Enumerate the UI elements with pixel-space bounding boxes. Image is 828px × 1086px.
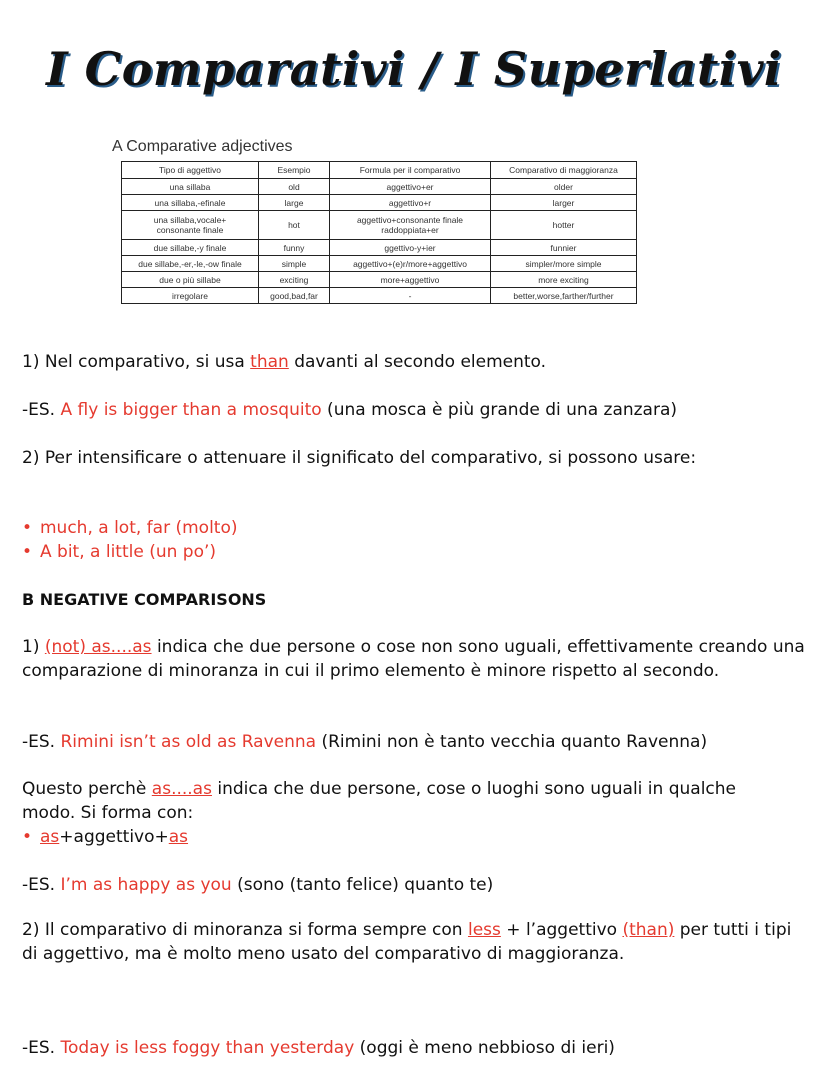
table-cell: hotter — [491, 211, 637, 240]
table-cell: good,bad,far — [259, 288, 330, 304]
table-cell: - — [330, 288, 491, 304]
paragraph-not-as-as — [22, 635, 812, 683]
keyword-as-as: as....as — [151, 779, 212, 799]
table-cell: aggettivo+r — [330, 195, 491, 211]
table-cell: more+aggettivo — [330, 272, 491, 288]
example-italian: (Rimini non è tanto vecchia quanto Ravenna) — [316, 732, 708, 752]
text: 1) Nel comparativo, si usa — [22, 352, 251, 372]
comparative-table-section — [112, 138, 640, 304]
table-cell: aggettivo+consonante finale raddoppiata+er — [330, 211, 491, 240]
table-cell: funnier — [491, 240, 637, 256]
text: + l’aggettivo — [500, 920, 623, 940]
table-cell: una sillaba,vocale+ consonante finale — [122, 211, 259, 240]
table-row — [122, 211, 637, 240]
table-cell: larger — [491, 195, 637, 211]
column-header: Tipo di aggettivo — [122, 162, 259, 179]
bullet-list-intensifiers — [22, 516, 238, 564]
keyword-as: as — [40, 827, 60, 847]
paragraph-less — [22, 918, 802, 966]
table-row — [122, 272, 637, 288]
table-cell: due sillabe,-er,-le,-ow finale — [122, 256, 259, 272]
example-label: -ES. — [22, 1038, 61, 1058]
section-heading-b: B NEGATIVE COMPARISONS — [22, 590, 267, 609]
table-cell: exciting — [259, 272, 330, 288]
table-cell: irregolare — [122, 288, 259, 304]
keyword-than: than — [250, 352, 289, 372]
keyword-less: less — [467, 920, 501, 940]
page-title: I Comparativi / I Superlativi — [46, 42, 782, 96]
example-4 — [22, 1036, 615, 1060]
column-header: Esempio — [259, 162, 330, 179]
example-label: -ES. — [22, 875, 61, 895]
table-cell: una sillaba,-efinale — [122, 195, 259, 211]
text: +aggettivo+ — [59, 827, 169, 847]
table-cell: simple — [259, 256, 330, 272]
table-cell: aggettivo+er — [330, 179, 491, 195]
text: 1) — [22, 637, 45, 657]
table-row — [122, 240, 637, 256]
table-cell: aggettivo+(e)r/more+aggettivo — [330, 256, 491, 272]
paragraph-as-as — [22, 777, 792, 825]
keyword-as: as — [168, 827, 189, 847]
text: davanti al secondo elemento. — [288, 352, 547, 372]
table-row — [122, 256, 637, 272]
example-italian: (sono (tanto felice) quanto te) — [231, 875, 494, 895]
table-cell: ggettivo-y+ier — [330, 240, 491, 256]
table-header-row — [122, 162, 637, 179]
keyword-not-as-as: (not) as....as — [44, 637, 152, 657]
example-english: A fly is bigger than a mosquito — [60, 400, 322, 420]
example-3 — [22, 873, 493, 897]
text: indica che due persone o cose non sono uguali, effettivamente creando una comparazione di minoranza in cui il primo elemento è minore rispetto al secondo. — [22, 637, 805, 681]
table-row — [122, 288, 637, 304]
table-cell: large — [259, 195, 330, 211]
example-label: -ES. — [22, 400, 61, 420]
text: Questo perchè — [22, 779, 152, 799]
example-italian: (oggi è meno nebbioso di ieri) — [354, 1038, 615, 1058]
example-english: I’m as happy as you — [60, 875, 232, 895]
table-row — [122, 195, 637, 211]
table-cell: due sillabe,-y finale — [122, 240, 259, 256]
table-row — [122, 179, 637, 195]
paragraph-than — [22, 350, 546, 374]
list-item: • much, a lot, far (molto) — [22, 518, 238, 538]
table-cell: more exciting — [491, 272, 637, 288]
paragraph-intensify: 2) Per intensificare o attenuare il significato del comparativo, si possono usare: — [22, 448, 697, 468]
column-header: Formula per il comparativo — [330, 162, 491, 179]
example-italian: (una mosca è più grande di una zanzara) — [321, 400, 678, 420]
table-caption: A Comparative adjectives — [112, 138, 293, 155]
table-cell: simpler/more simple — [491, 256, 637, 272]
example-1 — [22, 398, 677, 422]
keyword-than: (than) — [622, 920, 675, 940]
text: per tutti i tipi di aggettivo, ma è molto meno usato del comparativo di maggioranza. — [22, 920, 792, 964]
table-cell: funny — [259, 240, 330, 256]
example-english: Today is less foggy than yesterday — [60, 1038, 355, 1058]
bullet-as-formula: • as+aggettivo+as — [22, 827, 189, 847]
table-cell: better,worse,farther/further — [491, 288, 637, 304]
column-header: Comparativo di maggioranza — [491, 162, 637, 179]
text: 2) Il comparativo di minoranza si forma sempre con — [22, 920, 468, 940]
list-item: • A bit, a little (un po’) — [22, 542, 217, 562]
table-cell: hot — [259, 211, 330, 240]
example-english: Rimini isn’t as old as Ravenna — [60, 732, 317, 752]
comparative-adjectives-table — [121, 161, 637, 304]
table-cell: due o più sillabe — [122, 272, 259, 288]
example-label: -ES. — [22, 732, 61, 752]
text: indica che due persone, cose o luoghi sono uguali in qualche modo. Si forma con: — [22, 779, 736, 823]
table-cell: una sillaba — [122, 179, 259, 195]
example-2 — [22, 730, 707, 754]
table-cell: older — [491, 179, 637, 195]
table-cell: old — [259, 179, 330, 195]
